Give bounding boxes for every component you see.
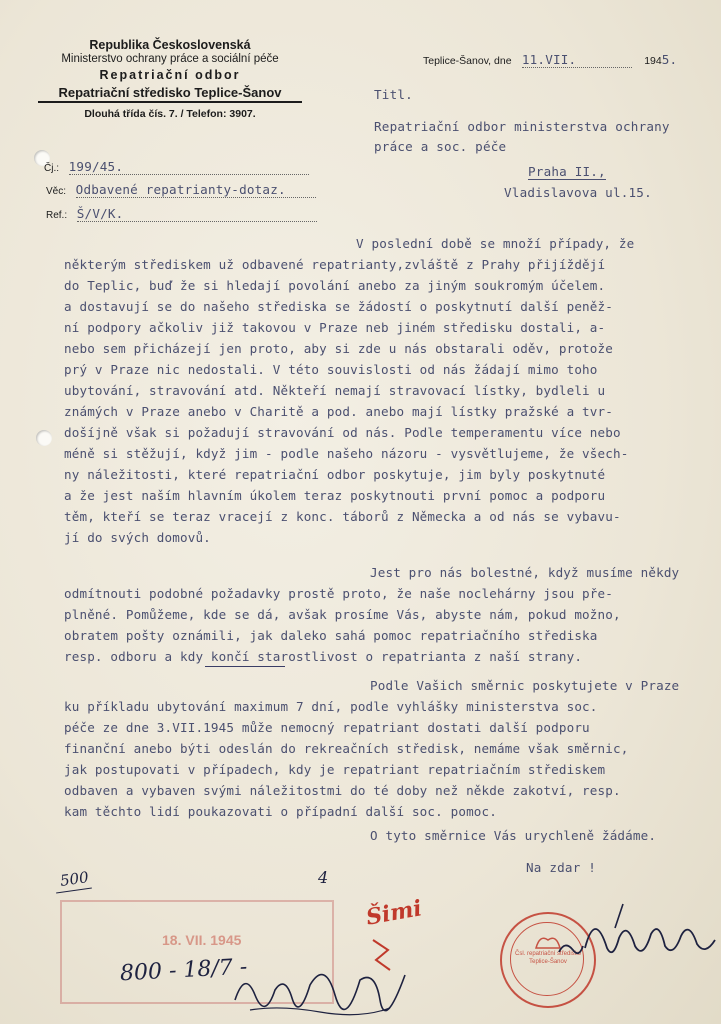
body-line: došíjně však si požadují stravování od nás. Podle temperamentu více nebo bbox=[64, 425, 621, 440]
ref-vec-label: Věc: bbox=[46, 186, 67, 197]
recipient-line1: Repatriační odbor ministerstva ochrany bbox=[374, 119, 670, 134]
letterhead-center: Repatriační středisko Teplice-Šanov bbox=[38, 85, 302, 103]
body-line: jak postupovati v případech, kdy je repatriant repatriačním střediskem bbox=[64, 762, 606, 777]
recipient-city: Praha II., bbox=[528, 164, 606, 179]
ref-cj-value: 199/45. bbox=[69, 159, 309, 175]
body-line: těm, kteří se teraz vracejí z konc. táborů z Německa a od nás se vybavu- bbox=[64, 509, 621, 524]
body-line: obratem pošty oznámili, jak daleko sahá pomoc repatriačního střediska bbox=[64, 628, 598, 643]
closing-text: Na zdar ! bbox=[526, 860, 597, 875]
recipient-salutation: Titl. bbox=[374, 87, 413, 102]
body-line: některým střediskem už odbavené repatrianty,zvláště z Prahy přijíždějí bbox=[64, 257, 606, 272]
stamp-date: 18. VII. 1945 bbox=[162, 932, 242, 948]
body-line: resp. odboru a kdy končí starostlivost o repatrianta z naší strany. bbox=[64, 649, 583, 664]
body-line: a dostavují se do našeho střediska se žádostí o poskytnutí další peněž- bbox=[64, 299, 613, 314]
body-line: V poslední době se množí případy, že bbox=[356, 236, 635, 251]
body-line: nebo sem přicházejí jen proto, aby si zde u nás obstarali oděv, protože bbox=[64, 341, 613, 356]
body-line: plněné. Pomůžeme, kde se dá, avšak prosíme Vás, abyste nám, pokud možno, bbox=[64, 607, 621, 622]
body-line: odbaven a vybaven svými náležitostmi do té doby než někde zakotví, resp. bbox=[64, 783, 621, 798]
body-line: ny náležitosti, které repatriační odbor poskytuje, jim byly poskytnuté bbox=[64, 467, 606, 482]
recipient-line2: práce a soc. péče bbox=[374, 139, 507, 154]
body-line: kam těchto lidí poukazovati o případní další soc. pomoc. bbox=[64, 804, 497, 819]
body-line: méně si stěžují, když jim - podle našeho názoru - vysvětlujeme, že všech- bbox=[64, 446, 629, 461]
body-line: finanční anebo býti odeslán do rekreačních středisk, nemáme však směrnic, bbox=[64, 741, 629, 756]
date-place: Teplice-Šanov, dne bbox=[423, 55, 512, 67]
letterhead-country: Republika Československá bbox=[89, 38, 251, 52]
letterhead-ministry: Ministerstvo ochrany práce a sociální péče bbox=[61, 53, 279, 65]
letterhead-address: Dlouhá třída čís. 7. / Telefon: 3907. bbox=[84, 108, 256, 120]
handwritten-underline bbox=[205, 666, 285, 667]
recipient-street: Vladislavova ul.15. bbox=[504, 185, 652, 200]
margin-number: 500 bbox=[58, 868, 90, 890]
date-year-prefix: 194 bbox=[644, 55, 662, 67]
ref-cj-row bbox=[44, 156, 309, 175]
body-line: ku příkladu ubytování maximum 7 dní, podle vyhlášky ministerstva soc. bbox=[64, 699, 598, 714]
date-day-month: 11.VII. bbox=[522, 52, 632, 68]
ref-vec-value: Odbavené repatrianty-dotaz. bbox=[76, 182, 316, 198]
seal-text: Čsl. repatriační středisko Teplice-Šanov bbox=[514, 951, 582, 965]
body-line: O tyto směrnice Vás urychleně žádáme. bbox=[370, 828, 657, 843]
body-line: do Teplic, buď že si hledají povolání anebo za jiným soukromým účelem. bbox=[64, 278, 606, 293]
punch-hole-bottom bbox=[36, 430, 52, 446]
handwritten-four: 4 bbox=[318, 868, 329, 887]
main-signature bbox=[555, 900, 721, 980]
date-line bbox=[423, 52, 677, 68]
body-line: ubytování, stravování atd. Někteří nemají stravovací lístky, bydleli u bbox=[64, 383, 606, 398]
letterhead-department: Repatriační odbor bbox=[99, 68, 241, 82]
ref-ref-value: Š/V/K. bbox=[77, 206, 317, 222]
body-line: péče ze dne 3.VII.1945 může nemocný repatriant dostati další podporu bbox=[64, 720, 590, 735]
date-year-digit: 5. bbox=[661, 52, 678, 67]
body-line: ní podpory ačkoliv již takovou v Praze neb jiném středisku dostali, a- bbox=[64, 320, 606, 335]
red-initials: Šimi bbox=[364, 895, 424, 931]
ref-ref-label: Ref.: bbox=[46, 210, 68, 221]
ref-ref-row bbox=[46, 203, 317, 222]
body-line: Jest pro nás bolestné, když musíme někdy bbox=[370, 565, 680, 580]
body-line: jí do svých domovů. bbox=[64, 530, 211, 545]
body-line: Podle Vašich směrnic poskytujete v Praze bbox=[370, 678, 680, 693]
ref-vec-row bbox=[46, 179, 316, 198]
body-line: odmítnouti podobné požadavky prostě proto, že naše noclehárny jsou pře- bbox=[64, 586, 613, 601]
body-line: prý v Praze nic nedostali. V této souvislosti od nás žádají mimo toho bbox=[64, 362, 598, 377]
body-line: a že jest naším hlavním úkolem teraz poskytnouti první pomoc a podporu bbox=[64, 488, 606, 503]
red-mark bbox=[368, 935, 398, 975]
handwritten-reference: 800 - 18/7 - bbox=[119, 954, 248, 987]
ref-cj-label: Čj.: bbox=[44, 163, 59, 174]
body-line: známých v Praze anebo v Charitě a pod. anebo mají lístky pražské a tvr- bbox=[64, 404, 613, 419]
